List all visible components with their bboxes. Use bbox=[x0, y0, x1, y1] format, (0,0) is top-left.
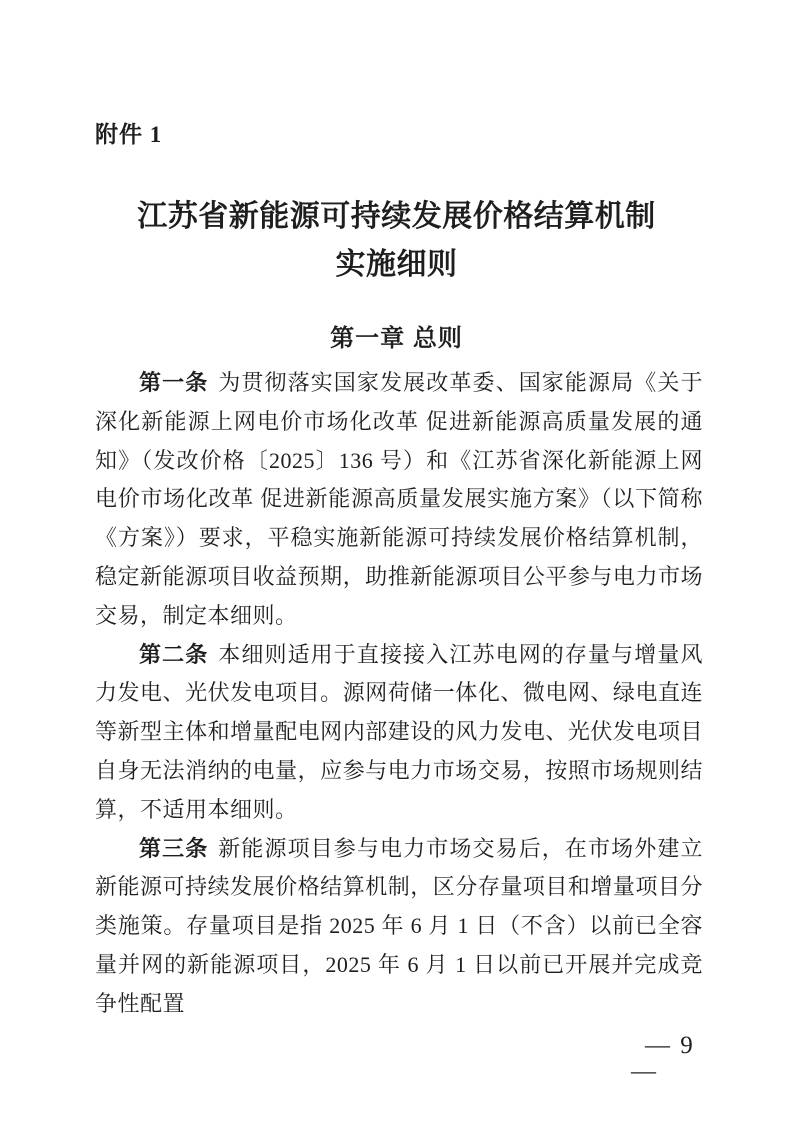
article-1-label: 第一条 bbox=[139, 370, 209, 395]
document-body bbox=[95, 364, 703, 1024]
document-title-line-2: 实施细则 bbox=[335, 248, 458, 281]
article-2-label: 第二条 bbox=[139, 641, 209, 667]
article-3-text: 新能源项目参与电力市场交易后，在市场外建立新能源可持续发展价格结算机制，区分存量项目和增量项目分类施策。存量项目是指 2025 年 6 月 1 日（不含）以前已全容量并网的新能源项目，2025 年 6 月 1 日以前已开展并完成竞争性配置 bbox=[95, 835, 703, 1016]
paragraph-article-1 bbox=[95, 364, 703, 636]
page-footer bbox=[593, 1011, 793, 1121]
paragraph-article-3 bbox=[95, 830, 703, 1024]
article-2-text: 本细则适用于直接接入江苏电网的存量与增量风力发电、光伏发电项目。源网荷储一体化、微电网、绿电直连等新型主体和增量配电网内部建设的风力发电、光伏发电项目自身无法消纳的电量，应参与电力市场交易，按照市场规则结算，不适用本细则。 bbox=[95, 641, 703, 822]
attachment-label: 附件 1 bbox=[95, 122, 163, 147]
document-title bbox=[0, 193, 793, 289]
page-number: — 9 bbox=[645, 1032, 695, 1059]
paragraph-article-2 bbox=[95, 636, 703, 830]
article-1-text: 为贯彻落实国家发展改革委、国家能源局《关于深化新能源上网电价市场化改革 促进新能源高质量发展的通知》（发改价格〔2025〕136 号）和《江苏省深化新能源上网电价市场化改革 促进新能源高质量发展实施方案》（以下简称《方案》）要求，平稳实施新能源可持续发展价格结算机制，稳定新能源项目收益预期，助推新能源项目公平参与电力市场交易，制定本细则。 bbox=[95, 370, 703, 628]
chapter-heading: 第一章 总则 bbox=[330, 325, 463, 352]
document-title-line-1: 江苏省新能源可持续发展价格结算机制 bbox=[137, 200, 656, 233]
article-3-label: 第三条 bbox=[139, 835, 209, 861]
page-number-trailing-dash: — bbox=[631, 1058, 656, 1085]
